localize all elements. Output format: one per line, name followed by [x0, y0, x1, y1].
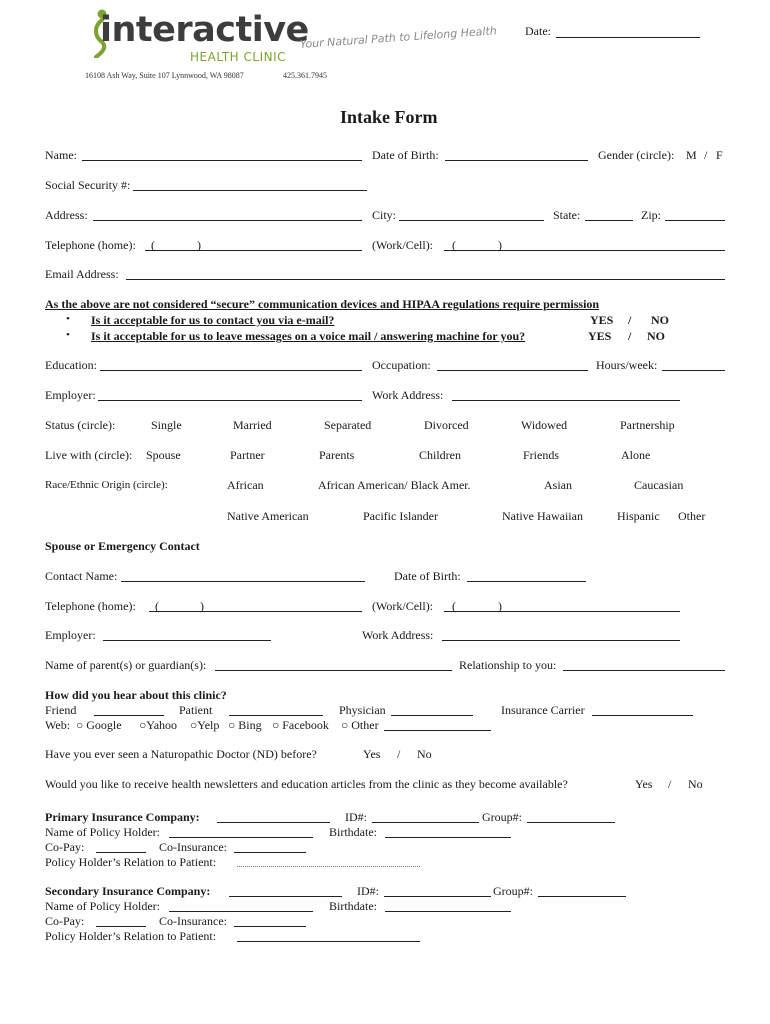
dob-field[interactable]: [445, 160, 588, 161]
referral-physician-field[interactable]: [391, 715, 473, 716]
ethnicity-label: Race/Ethnic Origin (circle):: [45, 479, 168, 491]
city-field[interactable]: [399, 220, 544, 221]
secondary-coins-label: Co-Insurance:: [159, 914, 227, 928]
ethnicity-option[interactable]: Asian: [544, 478, 572, 492]
occupation-label: Occupation:: [372, 358, 431, 372]
contact-dob-label: Date of Birth:: [394, 569, 461, 583]
nd-no[interactable]: No: [417, 747, 432, 761]
hipaa-email-question: Is it acceptable for us to contact you via e-mail?: [91, 313, 335, 327]
tel-home-label: Telephone (home):: [45, 238, 136, 252]
email-label: Email Address:: [45, 267, 119, 281]
bullet-icon: •: [66, 313, 70, 325]
newsletter-yes[interactable]: Yes: [635, 777, 653, 791]
primary-id-field[interactable]: [372, 822, 479, 823]
ethnicity-option[interactable]: Caucasian: [634, 478, 684, 492]
education-field[interactable]: [100, 370, 362, 371]
status-option[interactable]: Divorced: [424, 418, 469, 432]
referral-patient-field[interactable]: [229, 715, 323, 716]
parents-field[interactable]: [215, 670, 452, 671]
work-address-field[interactable]: [452, 400, 680, 401]
ethnicity-option[interactable]: Other: [678, 509, 706, 523]
status-option[interactable]: Widowed: [521, 418, 568, 432]
state-field[interactable]: [585, 220, 633, 221]
ssn-field[interactable]: [133, 190, 367, 191]
primary-insurance-field[interactable]: [217, 822, 330, 823]
page-title: Intake Form: [340, 107, 438, 127]
referral-heading: How did you hear about this clinic?: [45, 688, 227, 702]
primary-group-label: Group#:: [482, 810, 522, 824]
web-option-yelp[interactable]: ○Yelp: [190, 718, 220, 732]
live-with-option[interactable]: Parents: [319, 448, 355, 462]
web-other-field[interactable]: [384, 730, 491, 731]
primary-insurance-heading: Primary Insurance Company:: [45, 810, 200, 824]
contact-workcell-label: (Work/Cell):: [372, 599, 434, 613]
contact-work-address-field[interactable]: [442, 640, 680, 641]
primary-group-field[interactable]: [527, 822, 615, 823]
contact-tel-home-label: Telephone (home):: [45, 599, 136, 613]
primary-birthdate-field[interactable]: [385, 837, 511, 838]
secondary-copay-field[interactable]: [96, 926, 146, 927]
hipaa-voicemail-yes[interactable]: YES: [588, 329, 612, 343]
secondary-id-label: ID#:: [357, 884, 379, 898]
clinic-logo: [90, 6, 309, 64]
primary-id-label: ID#:: [345, 810, 367, 824]
primary-coins-field[interactable]: [234, 852, 306, 853]
gender-label: Gender (circle):: [598, 148, 675, 162]
relationship-label: Relationship to you:: [459, 658, 557, 672]
primary-relation-field[interactable]: [237, 866, 420, 867]
status-option[interactable]: Married: [233, 418, 272, 432]
live-with-option[interactable]: Friends: [523, 448, 559, 462]
address-field[interactable]: [93, 220, 362, 221]
tel-home-paren-open: (: [151, 238, 155, 252]
hipaa-voicemail-slash: /: [628, 329, 632, 343]
tel-home-field[interactable]: [145, 250, 362, 251]
secondary-insurance-heading: Secondary Insurance Company:: [45, 884, 211, 898]
contact-dob-field[interactable]: [467, 581, 586, 582]
workcell-label: (Work/Cell):: [372, 238, 434, 252]
secondary-group-field[interactable]: [538, 896, 626, 897]
workcell-field[interactable]: [444, 250, 725, 251]
secondary-id-field[interactable]: [384, 896, 491, 897]
hours-field[interactable]: [662, 370, 725, 371]
ethnicity-option[interactable]: Pacific Islander: [363, 509, 438, 523]
contact-workcell-paren-open: (: [452, 599, 456, 613]
ethnicity-option[interactable]: Native American: [227, 509, 309, 523]
primary-coins-label: Co-Insurance:: [159, 840, 227, 854]
zip-label: Zip:: [641, 208, 661, 222]
hipaa-notice: As the above are not considered “secure” communication devices and HIPAA regulations require permission: [45, 297, 600, 311]
web-option-other[interactable]: ○ Other: [341, 718, 379, 732]
contact-workcell-field[interactable]: [444, 611, 680, 612]
nd-question: Have you ever seen a Naturopathic Doctor (ND) before?: [45, 747, 317, 761]
clinic-phone: 425.361.7945: [283, 71, 327, 80]
newsletter-slash: /: [668, 777, 672, 791]
hipaa-email-yes[interactable]: YES: [590, 313, 614, 327]
contact-tel-paren-open: (: [155, 599, 159, 613]
city-label: City:: [372, 208, 397, 222]
contact-employer-field[interactable]: [103, 640, 271, 641]
web-option-bing[interactable]: ○ Bing: [228, 718, 262, 732]
secondary-insurance-field[interactable]: [229, 896, 342, 897]
referral-friend-label: Friend: [45, 703, 77, 717]
secondary-copay-label: Co-Pay:: [45, 914, 85, 928]
referral-friend-field[interactable]: [94, 715, 164, 716]
work-address-label: Work Address:: [372, 388, 444, 402]
hipaa-email-no[interactable]: NO: [651, 313, 669, 327]
secondary-relation-field[interactable]: [237, 941, 420, 942]
primary-holder-label: Name of Policy Holder:: [45, 825, 160, 839]
ethnicity-option[interactable]: Native Hawaiian: [502, 509, 583, 523]
status-label: Status (circle):: [45, 418, 116, 432]
state-label: State:: [553, 208, 581, 222]
gender-slash: /: [704, 148, 708, 162]
nd-yes[interactable]: Yes: [363, 747, 381, 761]
date-label: Date:: [525, 24, 551, 38]
live-with-option[interactable]: Partner: [230, 448, 265, 462]
referral-insurance-label: Insurance Carrier: [501, 703, 585, 717]
status-option[interactable]: Single: [151, 418, 182, 432]
employer-label: Employer:: [45, 388, 96, 402]
referral-physician-label: Physician: [339, 703, 386, 717]
secondary-coins-field[interactable]: [234, 926, 306, 927]
gender-option-m[interactable]: M: [686, 148, 697, 162]
nd-slash: /: [397, 747, 401, 761]
parents-label: Name of parent(s) or guardian(s):: [45, 658, 207, 672]
bullet-icon: •: [66, 329, 70, 341]
live-with-option[interactable]: Alone: [621, 448, 651, 462]
name-field[interactable]: [82, 160, 362, 161]
contact-tel-home-field[interactable]: [149, 611, 362, 612]
dob-label: Date of Birth:: [372, 148, 439, 162]
address-label: Address:: [45, 208, 88, 222]
live-with-option[interactable]: Children: [419, 448, 461, 462]
web-option-google[interactable]: ○ Google: [76, 718, 122, 732]
contact-tel-paren-close: ): [200, 599, 204, 613]
clinic-tagline: Your Natural Path to Lifelong Health: [299, 24, 498, 51]
secondary-holder-label: Name of Policy Holder:: [45, 899, 160, 913]
web-option-yahoo[interactable]: ○Yahoo: [139, 718, 178, 732]
workcell-paren-open: (: [452, 238, 456, 252]
clinic-address: 16108 Ash Way, Suite 107 Lynnwood, WA 98087: [85, 71, 244, 80]
newsletter-no[interactable]: No: [688, 777, 703, 791]
contact-name-label: Contact Name:: [45, 569, 118, 583]
primary-copay-label: Co-Pay:: [45, 840, 85, 854]
zip-field[interactable]: [665, 220, 725, 221]
gender-option-f[interactable]: F: [716, 148, 723, 162]
secondary-holder-field[interactable]: [169, 911, 313, 912]
tel-home-paren-close: ): [197, 238, 201, 252]
referral-web-label: Web:: [45, 718, 71, 732]
secondary-group-label: Group#:: [493, 884, 533, 898]
contact-name-field[interactable]: [121, 581, 365, 582]
ethnicity-option[interactable]: Hispanic: [617, 509, 660, 523]
secondary-birthdate-label: Birthdate:: [329, 899, 377, 913]
relationship-field[interactable]: [563, 670, 725, 671]
date-field[interactable]: [556, 37, 700, 38]
web-option-facebook[interactable]: ○ Facebook: [272, 718, 329, 732]
occupation-field[interactable]: [437, 370, 588, 371]
referral-insurance-field[interactable]: [592, 715, 693, 716]
ethnicity-option[interactable]: African: [227, 478, 264, 492]
hours-label: Hours/week:: [596, 358, 658, 372]
logo-wordmark: interactive: [100, 10, 309, 50]
primary-relation-label: Policy Holder’s Relation to Patient:: [45, 855, 217, 869]
hipaa-email-slash: /: [628, 313, 632, 327]
live-with-label: Live with (circle):: [45, 448, 133, 462]
newsletter-question: Would you like to receive health newsletters and education articles from the clinic as they become available?: [45, 777, 568, 791]
hipaa-voicemail-question: Is it acceptable for us to leave messages on a voice mail / answering machine for you?: [91, 329, 526, 343]
ethnicity-option[interactable]: African American/ Black Amer.: [318, 478, 471, 492]
education-label: Education:: [45, 358, 97, 372]
name-label: Name:: [45, 148, 77, 162]
live-with-option[interactable]: Spouse: [146, 448, 181, 462]
contact-work-address-label: Work Address:: [362, 628, 434, 642]
email-field[interactable]: [126, 279, 725, 280]
logo-subtitle: HEALTH CLINIC: [190, 50, 287, 64]
primary-birthdate-label: Birthdate:: [329, 825, 377, 839]
contact-workcell-paren-close: ): [498, 599, 502, 613]
employer-field[interactable]: [98, 400, 362, 401]
secondary-relation-label: Policy Holder’s Relation to Patient:: [45, 929, 217, 943]
primary-holder-field[interactable]: [169, 837, 313, 838]
emergency-heading: Spouse or Emergency Contact: [45, 539, 200, 553]
status-option[interactable]: Partnership: [620, 418, 675, 432]
hipaa-voicemail-no[interactable]: NO: [647, 329, 665, 343]
contact-employer-label: Employer:: [45, 628, 96, 642]
workcell-paren-close: ): [498, 238, 502, 252]
status-option[interactable]: Separated: [324, 418, 372, 432]
ssn-label: Social Security #:: [45, 178, 131, 192]
referral-patient-label: Patient: [179, 703, 213, 717]
secondary-birthdate-field[interactable]: [385, 911, 511, 912]
primary-copay-field[interactable]: [96, 852, 146, 853]
